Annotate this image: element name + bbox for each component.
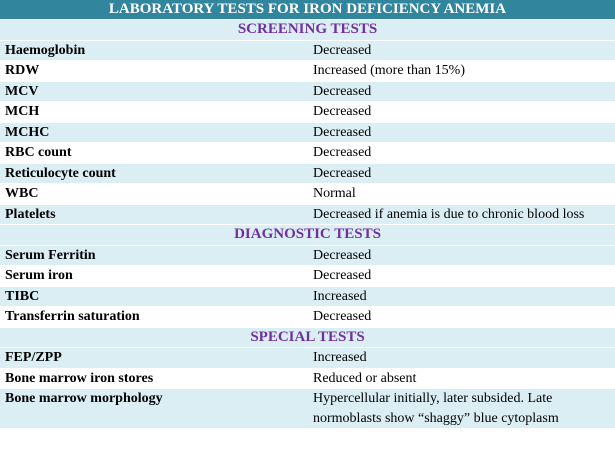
table-row — [0, 102, 615, 123]
result-cell: Increased (more than 15%) — [308, 61, 615, 82]
result-cell: Decreased — [308, 122, 615, 143]
result-cell: Decreased — [308, 143, 615, 164]
test-name-cell: Transferrin saturation — [0, 307, 308, 328]
test-name-cell: FEP/ZPP — [0, 348, 308, 369]
section-heading: SPECIAL TESTS — [0, 327, 615, 348]
result-cell: Decreased — [308, 102, 615, 123]
test-name-cell: Serum iron — [0, 266, 308, 287]
table-row — [0, 163, 615, 184]
table-row — [0, 368, 615, 389]
test-name-cell: RBC count — [0, 143, 308, 164]
result-cell: Decreased — [308, 245, 615, 266]
table-body — [0, 20, 615, 429]
table-row — [0, 348, 615, 369]
table-row — [0, 81, 615, 102]
table-row — [0, 307, 615, 328]
test-name-cell: MCHC — [0, 122, 308, 143]
table-row — [0, 184, 615, 205]
result-cell: Decreased if anemia is due to chronic blood loss — [308, 204, 615, 225]
table-row — [0, 122, 615, 143]
result-cell: Decreased — [308, 266, 615, 287]
test-name-cell: TIBC — [0, 286, 308, 307]
table-row — [0, 389, 615, 429]
result-cell: Increased — [308, 286, 615, 307]
result-cell: Decreased — [308, 81, 615, 102]
section-heading: DIAGNOSTIC TESTS — [0, 225, 615, 246]
table-row — [0, 286, 615, 307]
test-name-cell: Serum Ferritin — [0, 245, 308, 266]
table-row — [0, 61, 615, 82]
test-name-cell: Bone marrow morphology — [0, 389, 308, 429]
section-heading: SCREENING TESTS — [0, 20, 615, 41]
result-cell: Decreased — [308, 40, 615, 61]
result-cell: Decreased — [308, 307, 615, 328]
result-cell: Reduced or absent — [308, 368, 615, 389]
table-row — [0, 245, 615, 266]
table-row — [0, 266, 615, 287]
table-row — [0, 143, 615, 164]
result-cell: Decreased — [308, 163, 615, 184]
table-title: LABORATORY TESTS FOR IRON DEFICIENCY ANEMIA — [0, 0, 615, 20]
test-name-cell: Haemoglobin — [0, 40, 308, 61]
test-name-cell: Reticulocyte count — [0, 163, 308, 184]
test-name-cell: RDW — [0, 61, 308, 82]
result-cell: Increased — [308, 348, 615, 369]
test-name-cell: MCV — [0, 81, 308, 102]
table-row — [0, 40, 615, 61]
test-name-cell: Bone marrow iron stores — [0, 368, 308, 389]
section-header-row — [0, 225, 615, 246]
section-header-row — [0, 327, 615, 348]
title-row — [0, 0, 615, 20]
test-name-cell: WBC — [0, 184, 308, 205]
test-name-cell: Platelets — [0, 204, 308, 225]
table-row — [0, 204, 615, 225]
result-cell: Normal — [308, 184, 615, 205]
result-cell: Hypercellular initially, later subsided. Late normoblasts show “shaggy” blue cytoplasm — [308, 389, 615, 429]
section-header-row — [0, 20, 615, 41]
test-name-cell: MCH — [0, 102, 308, 123]
